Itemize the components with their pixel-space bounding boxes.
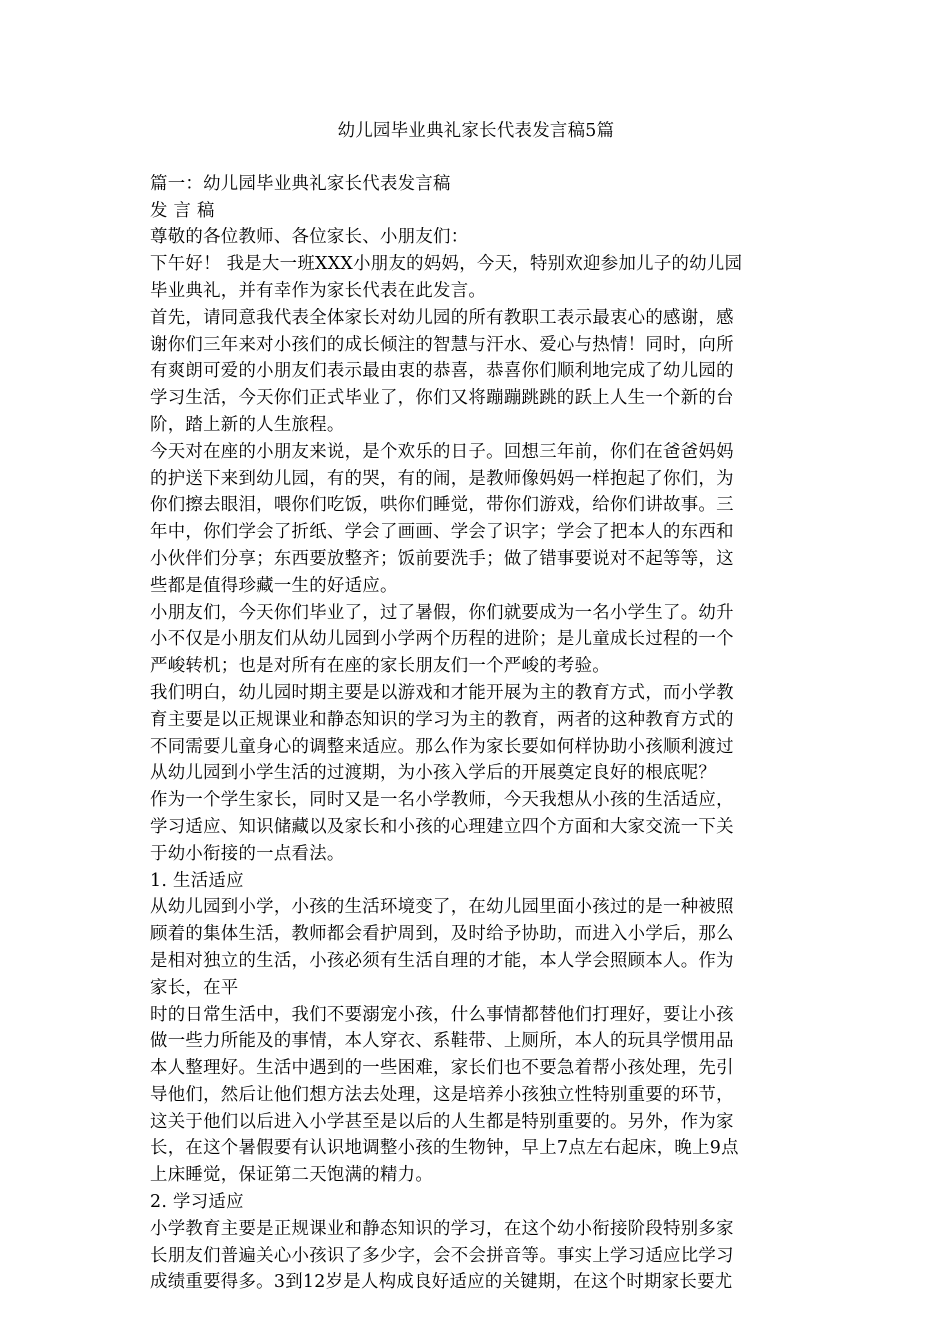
text-line: 小朋友们，今天你们毕业了，过了暑假，你们就要成为一名小学生了。幼升 [150, 602, 734, 623]
text-line: 不同需要儿童身心的调整来适应。那么作为家长要如何样协助小孩顺利渡过 [150, 736, 734, 757]
text-line: 些都是值得珍藏一生的好适应。 [150, 575, 398, 596]
text-line: 时的日常生活中，我们不要溺宠小孩，什么事情都替他们打理好，要让小孩 [150, 1004, 734, 1025]
text-line: 上床睡觉，保证第二天饱满的精力。 [150, 1165, 434, 1186]
text-line: 谢你们三年来对小孩们的成长倾注的智慧与汗水、爱心与热情！同时，向所 [150, 334, 734, 355]
text-line: 年中，你们学会了折纸、学会了画画、学会了识字；学会了把本人的东西和 [150, 522, 734, 543]
text-line: 今天对在座的小朋友来说，是个欢乐的日子。回想三年前，你们在爸爸妈妈 [150, 441, 734, 462]
section-heading: 2. 学习适应 [150, 1192, 244, 1213]
text-line: 学习适应、知识储藏以及家长和小孩的心理建立四个方面和大家交流一下关 [150, 816, 734, 837]
text-line: 发 言 稿 [150, 200, 215, 221]
text-line: 本人整理好。生活中遇到的一些困难，家长们也不要急着帮小孩处理，先引 [150, 1058, 734, 1079]
text-line: 小伙伴们分享；东西要放整齐；饭前要洗手；做了错事要说对不起等等，这 [150, 548, 734, 569]
text-line: 做一些力所能及的事情，本人穿衣、系鞋带、上厕所，本人的玩具学惯用品 [150, 1031, 734, 1052]
text-line: 导他们，然后让他们想方法去处理，这是培养小孩独立性特别重要的环节， [150, 1084, 734, 1105]
text-line: 篇一：幼儿园毕业典礼家长代表发言稿 [150, 173, 451, 194]
text-line: 长朋友们普遍关心小孩识了多少字，会不会拼音等。事实上学习适应比学习 [150, 1245, 734, 1266]
document-body [150, 171, 802, 1296]
text-line: 作为一个学生家长，同时又是一名小学教师，今天我想从小孩的生活适应， [150, 790, 734, 811]
text-line: 我们明白，幼儿园时期主要是以游戏和才能开展为主的教育方式，而小学教 [150, 682, 734, 703]
text-line: 家长，在平 [150, 977, 239, 998]
text-line: 小学教育主要是正规课业和静态知识的学习，在这个幼小衔接阶段特别多家 [150, 1218, 734, 1239]
text-line: 下午好！ 我是大一班XXX小朋友的妈妈，今天，特别欢迎参加儿子的幼儿园 [150, 254, 743, 275]
text-line: 从幼儿园到小学生活的过渡期，为小孩入学后的开展奠定良好的根底呢？ [150, 763, 717, 784]
text-line: 从幼儿园到小学，小孩的生活环境变了，在幼儿园里面小孩过的是一种被照 [150, 897, 734, 918]
text-line: 顾着的集体生活，教师都会看护周到，及时给予协助，而进入小学后，那么 [150, 924, 734, 945]
text-line: 的护送下来到幼儿园，有的哭，有的闹，是教师像妈妈一样抱起了你们，为 [150, 468, 734, 489]
document-page [150, 118, 802, 1296]
text-line: 尊敬的各位教师、各位家长、小朋友们： [150, 227, 469, 248]
text-line: 你们擦去眼泪，喂你们吃饭，哄你们睡觉，带你们游戏，给你们讲故事。三 [150, 495, 734, 516]
text-line: 于幼小衔接的一点看法。 [150, 843, 345, 864]
document-title: 幼儿园毕业典礼家长代表发言稿5篇 [337, 121, 615, 141]
section-heading: 1. 生活适应 [150, 870, 244, 891]
text-line: 小不仅是小朋友们从幼儿园到小学两个历程的进阶；是儿童成长过程的一个 [150, 629, 734, 650]
text-line: 严峻转机；也是对所有在座的家长朋友们一个严峻的考验。 [150, 656, 610, 677]
text-line: 育主要是以正规课业和静态知识的学习为主的教育，两者的这种教育方式的 [150, 709, 734, 730]
text-line: 首先，请同意我代表全体家长对幼儿园的所有教职工表示最衷心的感谢，感 [150, 307, 734, 328]
text-line: 学习生活，今天你们正式毕业了，你们又将蹦蹦跳跳的跃上人生一个新的台 [150, 388, 734, 409]
text-line: 阶，踏上新的人生旅程。 [150, 414, 345, 435]
text-line: 长，在这个暑假要有认识地调整小孩的生物钟，早上7点左右起床，晚上9点 [150, 1138, 739, 1159]
text-line: 毕业典礼，并有幸作为家长代表在此发言。 [150, 280, 487, 301]
text-line: 是相对独立的生活，小孩必须有生活自理的才能，本人学会照顾本人。作为 [150, 950, 734, 971]
text-line: 成绩重要得多。3到12岁是人构成良好适应的关键期，在这个时期家长要尤 [150, 1272, 733, 1293]
text-line: 这关于他们以后进入小学甚至是以后的人生都是特别重要的。另外，作为家 [150, 1111, 734, 1132]
text-line: 有爽朗可爱的小朋友们表示最由衷的恭喜，恭喜你们顺利地完成了幼儿园的 [150, 361, 734, 382]
